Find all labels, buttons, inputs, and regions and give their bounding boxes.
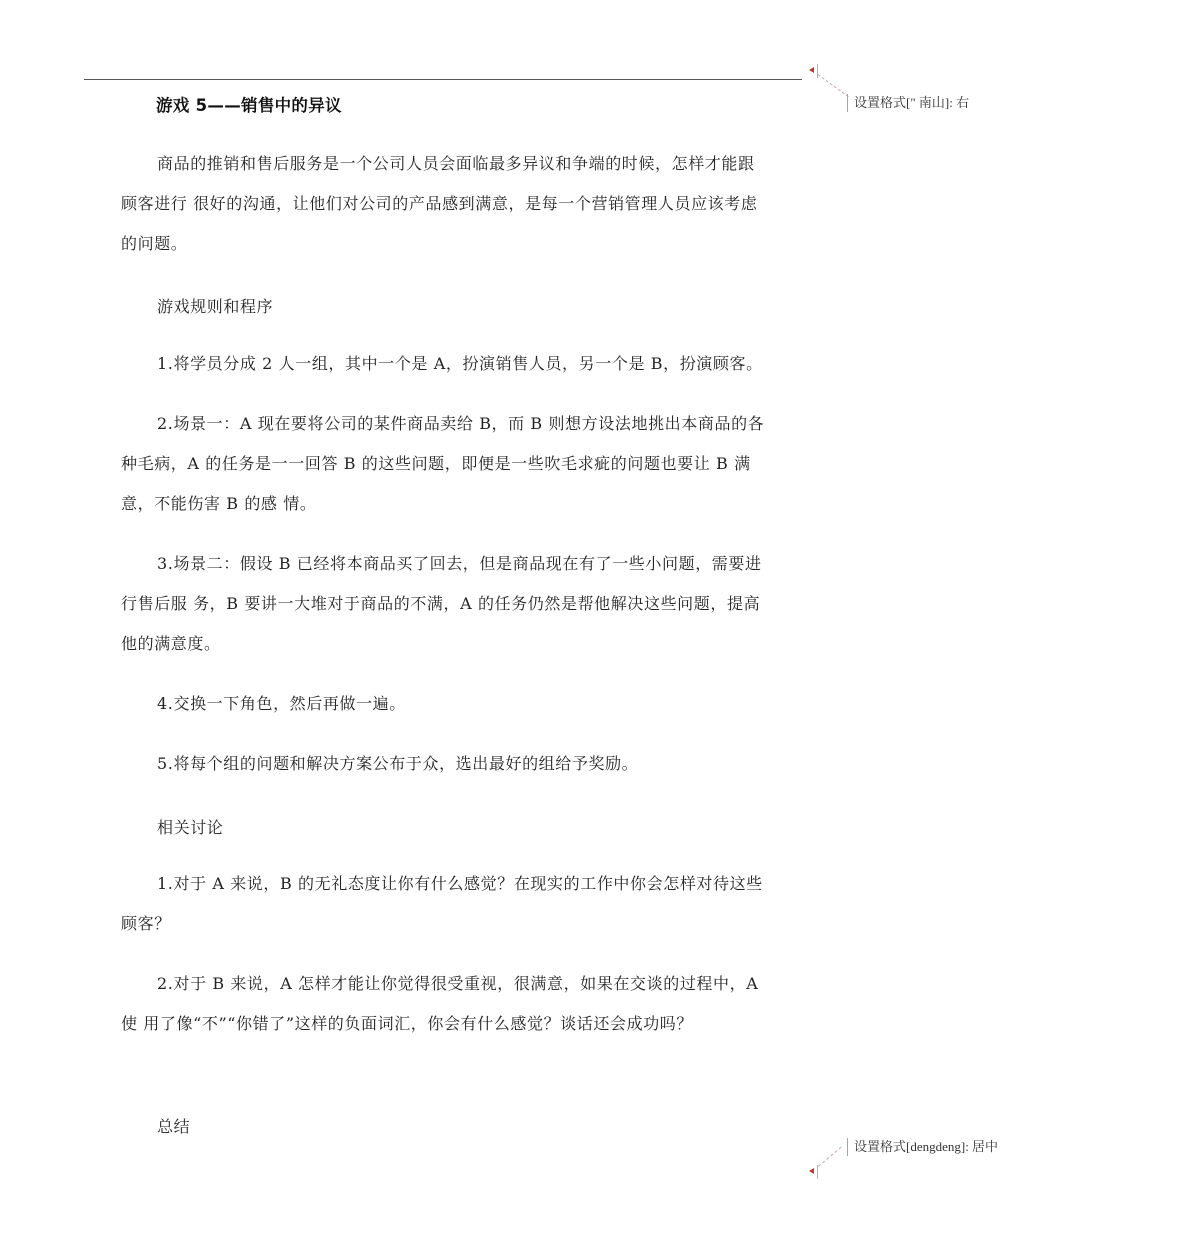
rule-item: 4.交换一下角色，然后再做一遍。	[157, 694, 406, 713]
rule-item: 2.场景一：A 现在要将公司的某件商品卖给 B，而 B 则想方设法地挑出本商品的各种毛病，A 的任务是一一回答 B 的这些问题，即便是一些吹毛求疵的问题也要让 B 满意，不能伤害 B 的感 情。	[121, 414, 765, 513]
document-title: 游戏 5——销售中的异议	[156, 96, 342, 115]
discussion-item: 1.对于 A 来说，B 的无礼态度让你有什么感觉？在现实的工作中你会怎样对待这些顾客？	[121, 874, 763, 933]
rules-heading: 游戏规则和程序	[157, 297, 274, 316]
discussion-item: 2.对于 B 来说，A 怎样才能让你觉得很受重视，很满意，如果在交谈的过程中，A 使 用了像“不”“你错了”这样的负面词汇，你会有什么感觉？谈话还会成功吗？	[121, 974, 759, 1033]
rule-item: 5.将每个组的问题和解决方案公布于众，选出最好的组给予奖励。	[157, 754, 639, 773]
discussion-heading: 相关讨论	[157, 818, 224, 837]
change-marker-bottom[interactable]	[809, 1168, 814, 1174]
header-rule	[84, 79, 802, 80]
comment-text: 设置格式[dengdeng]: 居中	[854, 1139, 999, 1154]
format-comment-balloon-bottom[interactable]	[847, 1138, 998, 1156]
comment-text: 设置格式[" 南山]: 右	[854, 95, 970, 110]
change-bar-top	[817, 64, 818, 78]
intro-paragraph: 商品的推销和售后服务是一个公司人员会面临最多异议和争端的时候，怎样才能跟顾客进行 很好的沟通，让他们对公司的产品感到满意，是每一个营销管理人员应该考虑的问题。	[121, 154, 758, 253]
change-bar-bottom	[817, 1165, 818, 1179]
summary-heading: 总结	[157, 1117, 191, 1136]
change-marker-top[interactable]	[809, 67, 814, 73]
comment-connector-bottom	[818, 1147, 842, 1167]
format-comment-balloon-top[interactable]	[847, 94, 969, 112]
comment-connector-top	[817, 74, 848, 97]
rule-item: 1.将学员分成 2 人一组，其中一个是 A，扮演销售人员，另一个是 B，扮演顾客。	[157, 354, 763, 373]
rule-item: 3.场景二：假设 B 已经将本商品买了回去，但是商品现在有了一些小问题，需要进行售后服 务，B 要讲一大堆对于商品的不满，A 的任务仍然是帮他解决这些问题，提高他的满意度。	[121, 554, 762, 653]
